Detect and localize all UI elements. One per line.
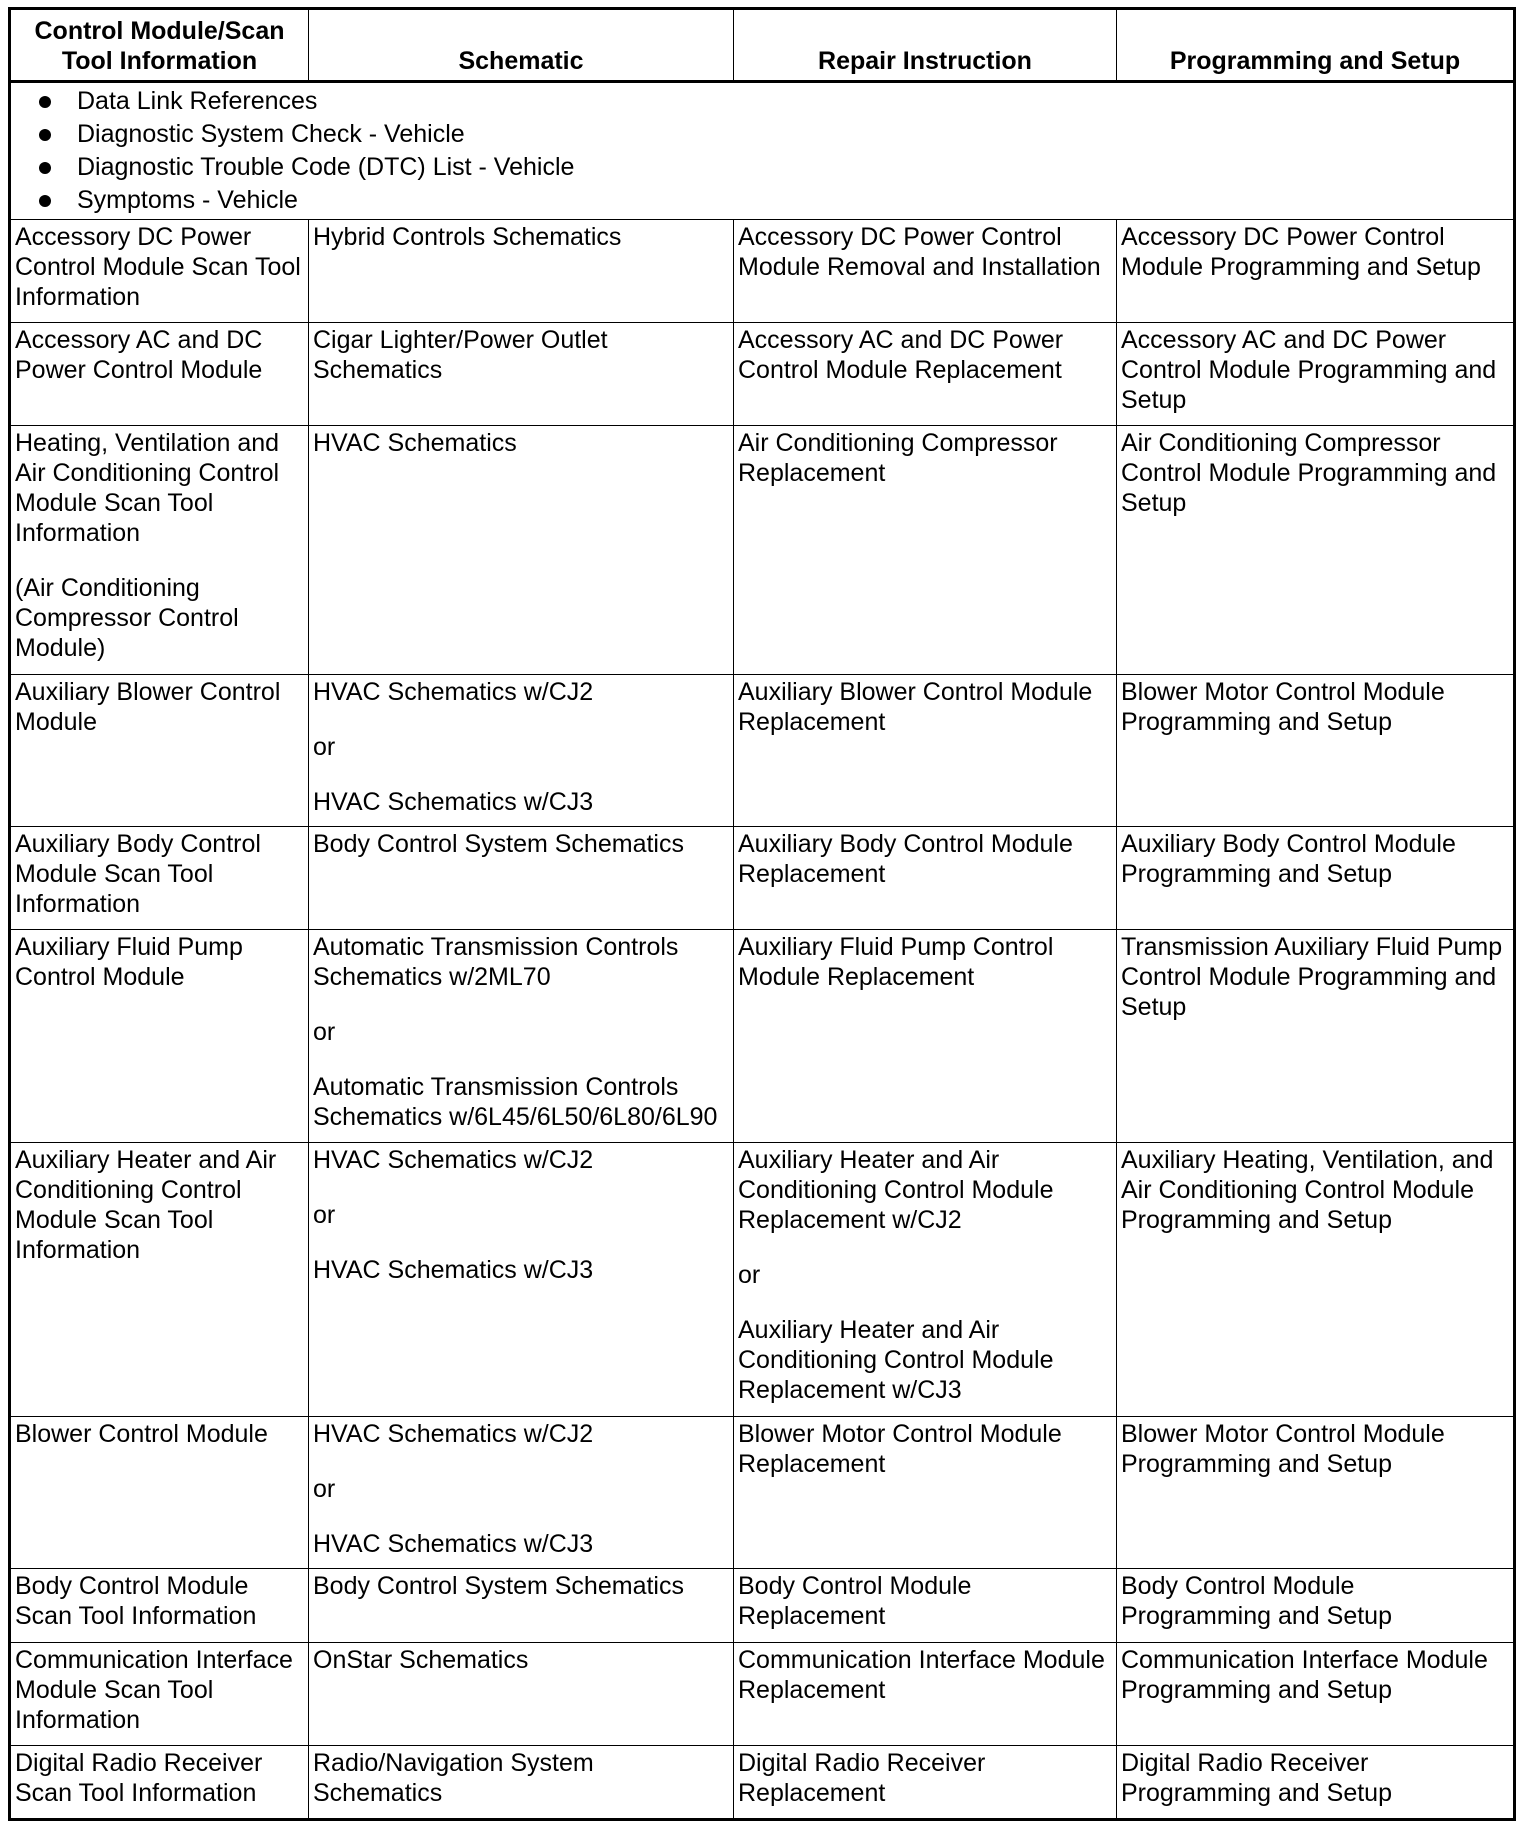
cell-text: or (738, 1261, 761, 1289)
cell-text: Auxiliary Body Control Module Replacement (738, 830, 1073, 888)
cell-text: Auxiliary Fluid Pump Control Module Replacement (738, 933, 1054, 991)
cell-text: Accessory AC and DC Power Control Module Replacement (738, 326, 1064, 384)
programming-setup-cell (1117, 1569, 1515, 1643)
module-reference-table (8, 7, 1516, 1821)
repair-instruction-cell (734, 1569, 1117, 1643)
repair-instruction-cell (734, 1643, 1117, 1746)
programming-setup-cell (1117, 426, 1515, 675)
cell-text: Accessory DC Power Control Module Removal and Installation (738, 223, 1101, 281)
cell-text: Body Control System Schematics (313, 1572, 684, 1600)
repair-instruction-cell (734, 675, 1117, 827)
cell-text: Accessory AC and DC Power Control Module Programming and Setup (1121, 326, 1497, 414)
schematic-cell (309, 1643, 734, 1746)
cell-text: Air Conditioning Compressor Replacement (738, 429, 1058, 487)
cell-text: HVAC Schematics w/CJ3 (313, 788, 594, 816)
cell-text: or (313, 1201, 336, 1229)
cell-text: Blower Motor Control Module Programming and Setup (1121, 678, 1445, 736)
programming-setup-cell (1117, 220, 1515, 323)
module-cell (10, 1143, 309, 1417)
schematic-cell (309, 220, 734, 323)
cell-text: Body Control Module Programming and Setup (1121, 1572, 1392, 1630)
cell-text: HVAC Schematics w/CJ2 (313, 1420, 594, 1448)
module-cell (10, 1746, 309, 1820)
table-row (10, 827, 1515, 930)
overview-item (39, 85, 1509, 118)
overview-item (39, 118, 1509, 151)
bullet-icon (39, 195, 51, 207)
schematic-cell (309, 675, 734, 827)
bullet-icon (39, 162, 51, 174)
module-cell (10, 426, 309, 675)
repair-instruction-cell (734, 323, 1117, 426)
overview-row (10, 82, 1515, 220)
cell-text: HVAC Schematics w/CJ2 (313, 678, 594, 706)
table-row (10, 1569, 1515, 1643)
table-row (10, 675, 1515, 827)
cell-text: Auxiliary Heating, Ventilation, and Air Conditioning Control Module Programming and Setup (1121, 1146, 1494, 1234)
bullet-icon (39, 129, 51, 141)
cell-text: or (313, 733, 336, 761)
repair-instruction-cell (734, 827, 1117, 930)
cell-text: Communication Interface Module Programming and Setup (1121, 1646, 1488, 1704)
programming-setup-cell (1117, 1417, 1515, 1569)
cell-text: Radio/Navigation System Schematics (313, 1749, 594, 1807)
cell-text: Digital Radio Receiver Replacement (738, 1749, 986, 1807)
cell-text: Auxiliary Heater and Air Conditioning Control Module Replacement w/CJ2 (738, 1146, 1054, 1234)
schematic-cell (309, 1569, 734, 1643)
table-row (10, 1417, 1515, 1569)
overview-item (39, 151, 1509, 184)
cell-text: HVAC Schematics w/CJ3 (313, 1256, 594, 1284)
module-cell (10, 827, 309, 930)
cell-text: Blower Control Module (15, 1420, 268, 1448)
cell-text: Body Control Module Replacement (738, 1572, 972, 1630)
repair-instruction-cell (734, 1746, 1117, 1820)
module-cell (10, 1417, 309, 1569)
schematic-cell (309, 323, 734, 426)
header-row (10, 9, 1515, 82)
overview-item-text: Diagnostic Trouble Code (DTC) List - Vehicle (77, 153, 575, 181)
module-cell (10, 1643, 309, 1746)
schematic-cell (309, 1143, 734, 1417)
cell-text: HVAC Schematics w/CJ2 (313, 1146, 594, 1174)
cell-text: Accessory AC and DC Power Control Module (15, 326, 263, 384)
schematic-cell (309, 827, 734, 930)
table-body (10, 82, 1515, 1820)
table-row (10, 323, 1515, 426)
cell-text: Hybrid Controls Schematics (313, 223, 622, 251)
cell-text: Blower Motor Control Module Programming and Setup (1121, 1420, 1445, 1478)
bullet-icon (39, 96, 51, 108)
programming-setup-cell (1117, 827, 1515, 930)
header-repair-instruction: Repair Instruction (734, 9, 1117, 82)
repair-instruction-cell (734, 220, 1117, 323)
cell-text: Transmission Auxiliary Fluid Pump Control Module Programming and Setup (1121, 933, 1503, 1021)
module-cell (10, 930, 309, 1143)
header-programming-setup: Programming and Setup (1117, 9, 1515, 82)
table-row (10, 426, 1515, 675)
schematic-cell (309, 1417, 734, 1569)
cell-text: OnStar Schematics (313, 1646, 529, 1674)
module-cell (10, 1569, 309, 1643)
cell-text: Auxiliary Blower Control Module (15, 678, 281, 736)
table-row (10, 1143, 1515, 1417)
cell-text: Auxiliary Heater and Air Conditioning Control Module Replacement w/CJ3 (738, 1316, 1054, 1404)
table-header (10, 9, 1515, 82)
module-cell (10, 323, 309, 426)
programming-setup-cell (1117, 1143, 1515, 1417)
cell-text: Communication Interface Module Replacement (738, 1646, 1105, 1704)
overview-cell (10, 82, 1515, 220)
cell-text: HVAC Schematics w/CJ3 (313, 1530, 594, 1558)
overview-list (15, 85, 1509, 217)
repair-instruction-cell (734, 1143, 1117, 1417)
cell-text: Body Control System Schematics (313, 830, 684, 858)
programming-setup-cell (1117, 675, 1515, 827)
module-cell (10, 220, 309, 323)
cell-text: or (313, 1475, 336, 1503)
overview-item (39, 184, 1509, 217)
cell-text: HVAC Schematics (313, 429, 517, 457)
cell-text: Auxiliary Blower Control Module Replacement (738, 678, 1093, 736)
overview-item-text: Symptoms - Vehicle (77, 186, 298, 214)
cell-text: Automatic Transmission Controls Schematics w/6L45/6L50/6L80/6L90 (313, 1073, 718, 1131)
header-module: Control Module/Scan Tool Information (10, 9, 309, 82)
programming-setup-cell (1117, 1643, 1515, 1746)
cell-text: (Air Conditioning Compressor Control Module) (15, 574, 239, 662)
cell-text: Auxiliary Heater and Air Conditioning Control Module Scan Tool Information (15, 1146, 277, 1264)
cell-text: Auxiliary Body Control Module Scan Tool Information (15, 830, 261, 918)
cell-text: Digital Radio Receiver Programming and Setup (1121, 1749, 1392, 1807)
cell-text: Digital Radio Receiver Scan Tool Information (15, 1749, 263, 1807)
header-schematic: Schematic (309, 9, 734, 82)
cell-text: Cigar Lighter/Power Outlet Schematics (313, 326, 608, 384)
schematic-cell (309, 426, 734, 675)
cell-text: Accessory DC Power Control Module Scan Tool Information (15, 223, 301, 311)
table-row (10, 220, 1515, 323)
cell-text: Communication Interface Module Scan Tool Information (15, 1646, 293, 1734)
cell-text: or (313, 1018, 336, 1046)
table-row (10, 930, 1515, 1143)
programming-setup-cell (1117, 323, 1515, 426)
repair-instruction-cell (734, 930, 1117, 1143)
table-row (10, 1643, 1515, 1746)
cell-text: Body Control Module Scan Tool Information (15, 1572, 257, 1630)
module-cell (10, 675, 309, 827)
programming-setup-cell (1117, 930, 1515, 1143)
cell-text: Air Conditioning Compressor Control Module Programming and Setup (1121, 429, 1497, 517)
schematic-cell (309, 930, 734, 1143)
cell-text: Accessory DC Power Control Module Programming and Setup (1121, 223, 1481, 281)
repair-instruction-cell (734, 426, 1117, 675)
cell-text: Blower Motor Control Module Replacement (738, 1420, 1062, 1478)
programming-setup-cell (1117, 1746, 1515, 1820)
cell-text: Heating, Ventilation and Air Conditioning Control Module Scan Tool Information (15, 429, 280, 547)
overview-item-text: Diagnostic System Check - Vehicle (77, 120, 465, 148)
schematic-cell (309, 1746, 734, 1820)
cell-text: Automatic Transmission Controls Schematics w/2ML70 (313, 933, 679, 991)
cell-text: Auxiliary Body Control Module Programming and Setup (1121, 830, 1456, 888)
cell-text: Auxiliary Fluid Pump Control Module (15, 933, 243, 991)
table-row (10, 1746, 1515, 1820)
repair-instruction-cell (734, 1417, 1117, 1569)
overview-item-text: Data Link References (77, 87, 318, 115)
